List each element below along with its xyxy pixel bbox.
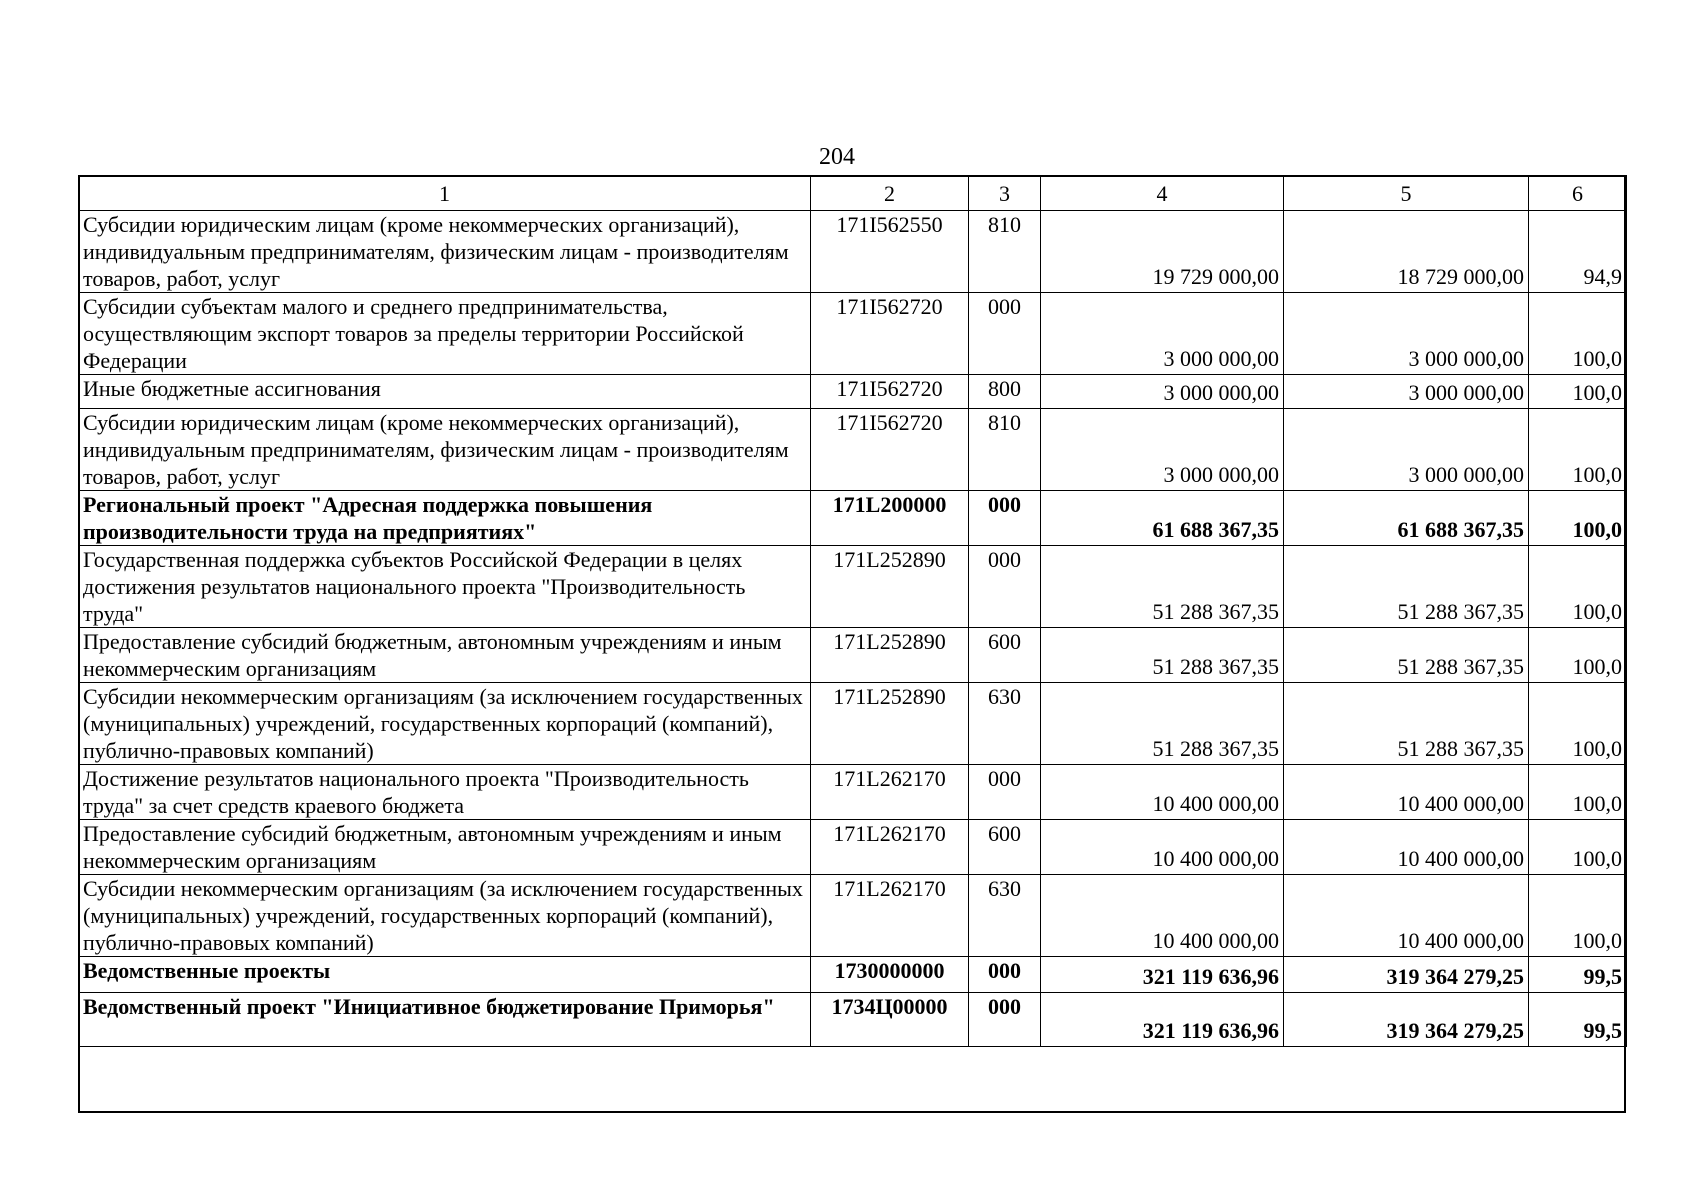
row-type-cell: 600 — [969, 820, 1041, 875]
row-fact-cell: 10 400 000,00 — [1284, 765, 1529, 820]
row-fact-cell: 3 000 000,00 — [1284, 293, 1529, 375]
row-code-cell: 171L252890 — [811, 683, 969, 765]
row-percent-cell: 100,0 — [1529, 628, 1627, 683]
row-plan-cell: 51 288 367,35 — [1041, 683, 1284, 765]
row-plan-cell: 10 400 000,00 — [1041, 765, 1284, 820]
row-code-cell: 171L262170 — [811, 820, 969, 875]
row-type-cell: 600 — [969, 628, 1041, 683]
row-code-cell: 171L262170 — [811, 765, 969, 820]
row-name-cell: Субсидии субъектам малого и среднего предпринимательства, осуществляющим экспорт товаров за пределы территории Российской Федерации — [79, 293, 811, 375]
row-type-cell: 000 — [969, 293, 1041, 375]
row-code-cell: 171I562720 — [811, 375, 969, 409]
row-name-cell: Предоставление субсидий бюджетным, автономным учреждениям и иным некоммерческим организациям — [79, 628, 811, 683]
column-header: 5 — [1284, 176, 1529, 211]
page-number-text: 204 — [819, 144, 855, 170]
row-code-cell: 171I562720 — [811, 293, 969, 375]
row-plan-cell: 3 000 000,00 — [1041, 293, 1284, 375]
row-fact-cell: 3 000 000,00 — [1284, 375, 1529, 409]
row-name-cell: Достижение результатов национального проекта "Производительность труда" за счет средств краевого бюджета — [79, 765, 811, 820]
row-fact-cell: 51 288 367,35 — [1284, 628, 1529, 683]
row-fact-cell: 319 364 279,25 — [1284, 957, 1529, 993]
row-type-cell: 810 — [969, 211, 1041, 293]
column-header: 2 — [811, 176, 969, 211]
row-percent-cell: 100,0 — [1529, 491, 1627, 546]
column-header: 3 — [969, 176, 1041, 211]
row-percent-cell: 100,0 — [1529, 765, 1627, 820]
table-row — [79, 546, 1627, 628]
row-fact-cell: 61 688 367,35 — [1284, 491, 1529, 546]
row-name-cell: Региональный проект "Адресная поддержка повышения производительности труда на предприятиях" — [79, 491, 811, 546]
row-type-cell: 000 — [969, 765, 1041, 820]
row-fact-cell: 18 729 000,00 — [1284, 211, 1529, 293]
row-percent-cell: 100,0 — [1529, 683, 1627, 765]
row-percent-cell: 100,0 — [1529, 820, 1627, 875]
row-fact-cell: 319 364 279,25 — [1284, 993, 1529, 1047]
table-row — [79, 993, 1627, 1047]
row-name-cell: Ведомственные проекты — [79, 957, 811, 993]
row-code-cell: 1730000000 — [811, 957, 969, 993]
row-code-cell: 171I562720 — [811, 409, 969, 491]
row-type-cell: 810 — [969, 409, 1041, 491]
table-row — [79, 765, 1627, 820]
row-code-cell: 171L262170 — [811, 875, 969, 957]
table-row — [79, 491, 1627, 546]
row-code-cell: 171I562550 — [811, 211, 969, 293]
page-number — [0, 144, 1698, 171]
row-name-cell: Субсидии некоммерческим организациям (за исключением государственных (муниципальных) учреждений, государственных корпораций (компаний), публично-правовых компаний) — [79, 875, 811, 957]
table-row — [79, 409, 1627, 491]
row-fact-cell: 3 000 000,00 — [1284, 409, 1529, 491]
row-type-cell: 000 — [969, 491, 1041, 546]
row-fact-cell: 10 400 000,00 — [1284, 875, 1529, 957]
row-plan-cell: 10 400 000,00 — [1041, 875, 1284, 957]
row-type-cell: 630 — [969, 875, 1041, 957]
row-fact-cell: 10 400 000,00 — [1284, 820, 1529, 875]
row-type-cell: 000 — [969, 957, 1041, 993]
budget-table — [78, 175, 1627, 1047]
row-name-cell: Иные бюджетные ассигнования — [79, 375, 811, 409]
table-row — [79, 957, 1627, 993]
table-row — [79, 293, 1627, 375]
table-row — [79, 875, 1627, 957]
row-percent-cell: 99,5 — [1529, 993, 1627, 1047]
row-plan-cell: 51 288 367,35 — [1041, 546, 1284, 628]
row-plan-cell: 321 119 636,96 — [1041, 957, 1284, 993]
row-fact-cell: 51 288 367,35 — [1284, 683, 1529, 765]
row-type-cell: 000 — [969, 993, 1041, 1047]
row-code-cell: 171L252890 — [811, 546, 969, 628]
row-name-cell: Государственная поддержка субъектов Российской Федерации в целях достижения результатов национального проекта "Производительность труда" — [79, 546, 811, 628]
column-header: 1 — [79, 176, 811, 211]
row-plan-cell: 3 000 000,00 — [1041, 375, 1284, 409]
row-type-cell: 000 — [969, 546, 1041, 628]
row-percent-cell: 100,0 — [1529, 546, 1627, 628]
column-number-row — [79, 176, 1627, 211]
row-plan-cell: 19 729 000,00 — [1041, 211, 1284, 293]
row-percent-cell: 99,5 — [1529, 957, 1627, 993]
row-percent-cell: 100,0 — [1529, 875, 1627, 957]
row-percent-cell: 100,0 — [1529, 293, 1627, 375]
row-plan-cell: 51 288 367,35 — [1041, 628, 1284, 683]
row-name-cell: Субсидии юридическим лицам (кроме некоммерческих организаций), индивидуальным предпринимателям, физическим лицам - производителям товаров, работ, услуг — [79, 211, 811, 293]
table-row — [79, 820, 1627, 875]
row-name-cell: Предоставление субсидий бюджетным, автономным учреждениям и иным некоммерческим организациям — [79, 820, 811, 875]
row-name-cell: Субсидии юридическим лицам (кроме некоммерческих организаций), индивидуальным предпринимателям, физическим лицам - производителям товаров, работ, услуг — [79, 409, 811, 491]
row-percent-cell: 94,9 — [1529, 211, 1627, 293]
row-fact-cell: 51 288 367,35 — [1284, 546, 1529, 628]
row-percent-cell: 100,0 — [1529, 409, 1627, 491]
row-name-cell: Ведомственный проект "Инициативное бюджетирование Приморья" — [79, 993, 811, 1047]
row-name-cell: Субсидии некоммерческим организациям (за исключением государственных (муниципальных) учреждений, государственных корпораций (компаний), публично-правовых компаний) — [79, 683, 811, 765]
row-type-cell: 800 — [969, 375, 1041, 409]
row-code-cell: 171L200000 — [811, 491, 969, 546]
column-header: 6 — [1529, 176, 1627, 211]
column-header: 4 — [1041, 176, 1284, 211]
table-row — [79, 628, 1627, 683]
row-percent-cell: 100,0 — [1529, 375, 1627, 409]
row-plan-cell: 10 400 000,00 — [1041, 820, 1284, 875]
row-code-cell: 171L252890 — [811, 628, 969, 683]
table-row — [79, 375, 1627, 409]
row-code-cell: 1734Ц00000 — [811, 993, 969, 1047]
table-row — [79, 211, 1627, 293]
row-plan-cell: 61 688 367,35 — [1041, 491, 1284, 546]
row-plan-cell: 321 119 636,96 — [1041, 993, 1284, 1047]
table-row — [79, 683, 1627, 765]
row-plan-cell: 3 000 000,00 — [1041, 409, 1284, 491]
row-type-cell: 630 — [969, 683, 1041, 765]
